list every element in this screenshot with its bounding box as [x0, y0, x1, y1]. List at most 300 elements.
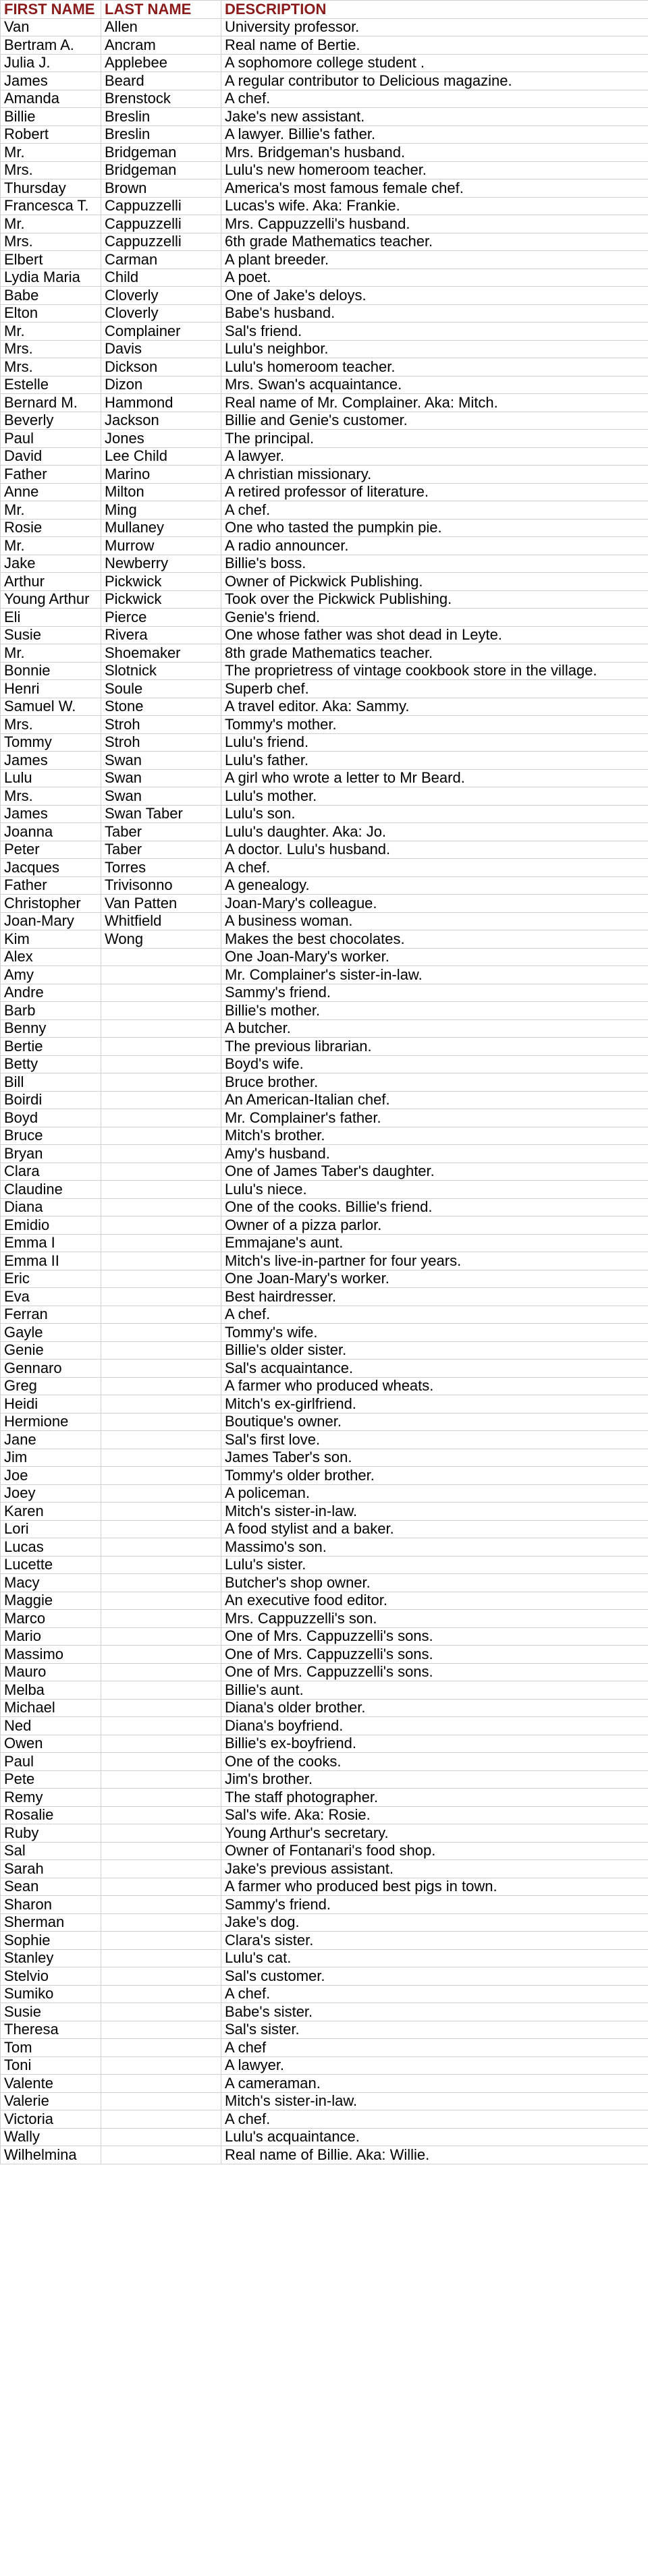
description-cell: Boyd's wife.	[221, 1055, 648, 1073]
description-cell: The proprietress of vintage cookbook store in the village.	[221, 662, 648, 680]
description-cell: Mrs. Swan's acquaintance.	[221, 376, 648, 394]
first-name-cell: Lucette	[1, 1556, 101, 1574]
description-cell: An American-Italian chef.	[221, 1091, 648, 1109]
description-cell: Babe's husband.	[221, 304, 648, 323]
description-cell: The previous librarian.	[221, 1038, 648, 1056]
last-name-cell	[101, 1127, 221, 1145]
last-name-cell	[101, 1824, 221, 1843]
last-name-cell	[101, 1592, 221, 1610]
last-name-cell: Lee Child	[101, 447, 221, 466]
table-row	[1, 1520, 648, 1538]
last-name-cell	[101, 1538, 221, 1557]
table-row	[1, 644, 648, 663]
first-name-cell: Julia J.	[1, 54, 101, 72]
first-name-cell: David	[1, 447, 101, 466]
last-name-cell: Cloverly	[101, 304, 221, 323]
first-name-cell: Amy	[1, 966, 101, 984]
table-row	[1, 233, 648, 251]
description-cell: One Joan-Mary's worker.	[221, 1270, 648, 1288]
table-row	[1, 1967, 648, 1986]
last-name-cell	[101, 1503, 221, 1521]
table-row	[1, 18, 648, 36]
description-cell: One of the cooks. Billie's friend.	[221, 1198, 648, 1216]
last-name-cell: Cappuzzelli	[101, 215, 221, 233]
description-cell: Sal's friend.	[221, 323, 648, 341]
description-cell: Sal's acquaintance.	[221, 1360, 648, 1378]
last-name-cell: Milton	[101, 483, 221, 501]
table-row	[1, 662, 648, 680]
table-row	[1, 466, 648, 484]
last-name-cell	[101, 948, 221, 966]
table-row	[1, 1556, 648, 1574]
description-cell: A doctor. Lulu's husband.	[221, 841, 648, 859]
description-cell: Mitch's sister-in-law.	[221, 2092, 648, 2110]
description-cell: A lawyer.	[221, 2056, 648, 2075]
first-name-cell: Hermione	[1, 1413, 101, 1431]
description-cell: Sal's sister.	[221, 2021, 648, 2039]
description-cell: Mitch's sister-in-law.	[221, 1503, 648, 1521]
first-name-cell: Ned	[1, 1717, 101, 1735]
last-name-cell: Brown	[101, 179, 221, 198]
table-row	[1, 1627, 648, 1646]
last-name-cell: Ancram	[101, 36, 221, 55]
header-row	[1, 1, 648, 19]
last-name-cell: Cappuzzelli	[101, 197, 221, 215]
table-row	[1, 1449, 648, 1467]
first-name-cell: Anne	[1, 483, 101, 501]
first-name-cell: Macy	[1, 1574, 101, 1592]
first-name-cell: Bernard M.	[1, 394, 101, 412]
last-name-cell: Davis	[101, 340, 221, 358]
first-name-cell: Wally	[1, 2128, 101, 2146]
last-name-cell	[101, 1699, 221, 1717]
last-name-cell	[101, 1163, 221, 1181]
first-name-cell: Lucas	[1, 1538, 101, 1557]
first-name-cell: Mr.	[1, 215, 101, 233]
description-cell: One of Mrs. Cappuzzelli's sons.	[221, 1663, 648, 1681]
table-row	[1, 1377, 648, 1395]
table-row	[1, 626, 648, 644]
description-cell: Mrs. Cappuzzelli's son.	[221, 1610, 648, 1628]
table-row	[1, 2039, 648, 2057]
last-name-cell	[101, 1467, 221, 1485]
last-name-cell	[101, 1002, 221, 1020]
first-name-cell: Mr.	[1, 501, 101, 520]
description-cell: The staff photographer.	[221, 1789, 648, 1807]
table-row	[1, 1306, 648, 1324]
description-cell: One of the cooks.	[221, 1753, 648, 1771]
description-cell: An executive food editor.	[221, 1592, 648, 1610]
first-name-cell: Bonnie	[1, 662, 101, 680]
description-cell: Billie's boss.	[221, 555, 648, 573]
first-name-cell: Michael	[1, 1699, 101, 1717]
last-name-cell: Slotnick	[101, 662, 221, 680]
last-name-cell	[101, 1627, 221, 1646]
last-name-cell	[101, 966, 221, 984]
description-cell: Tommy's mother.	[221, 716, 648, 734]
first-name-cell: Mrs.	[1, 716, 101, 734]
first-name-cell: Jim	[1, 1449, 101, 1467]
table-row	[1, 394, 648, 412]
first-name-cell: Bryan	[1, 1145, 101, 1163]
description-cell: One Joan-Mary's worker.	[221, 948, 648, 966]
table-row	[1, 36, 648, 55]
description-cell: Lulu's neighbor.	[221, 340, 648, 358]
description-cell: Mrs. Bridgeman's husband.	[221, 144, 648, 162]
last-name-cell	[101, 1038, 221, 1056]
last-name-cell	[101, 2021, 221, 2039]
first-name-cell: Maggie	[1, 1592, 101, 1610]
table-row	[1, 2110, 648, 2129]
table-row	[1, 1592, 648, 1610]
description-cell: One whose father was shot dead in Leyte.	[221, 626, 648, 644]
table-row	[1, 1431, 648, 1449]
first-name-cell: Bertie	[1, 1038, 101, 1056]
table-row	[1, 1091, 648, 1109]
table-row	[1, 733, 648, 752]
first-name-cell: Joey	[1, 1484, 101, 1503]
description-cell: Jake's previous assistant.	[221, 1860, 648, 1878]
last-name-cell	[101, 1556, 221, 1574]
last-name-cell: Marino	[101, 466, 221, 484]
last-name-cell	[101, 1574, 221, 1592]
last-name-cell	[101, 1610, 221, 1628]
last-name-cell	[101, 1145, 221, 1163]
first-name-cell: Sumiko	[1, 1985, 101, 2003]
description-cell: A poet.	[221, 269, 648, 287]
last-name-cell	[101, 1360, 221, 1378]
last-name-cell	[101, 1431, 221, 1449]
first-name-cell: Beverly	[1, 412, 101, 430]
last-name-cell: Jones	[101, 430, 221, 448]
first-name-cell: Gennaro	[1, 1360, 101, 1378]
last-name-cell	[101, 1806, 221, 1824]
table-row	[1, 823, 648, 841]
last-name-cell: Rivera	[101, 626, 221, 644]
last-name-cell: Bridgeman	[101, 161, 221, 179]
description-cell: America's most famous female chef.	[221, 179, 648, 198]
last-name-cell	[101, 1019, 221, 1038]
description-cell: James Taber's son.	[221, 1449, 648, 1467]
last-name-cell	[101, 1878, 221, 1896]
description-cell: A food stylist and a baker.	[221, 1520, 648, 1538]
description-cell: Mitch's brother.	[221, 1127, 648, 1145]
description-cell: One of Mrs. Cappuzzelli's sons.	[221, 1627, 648, 1646]
last-name-cell	[101, 1270, 221, 1288]
first-name-cell: Rosie	[1, 519, 101, 537]
description-cell: A chef.	[221, 1306, 648, 1324]
table-row	[1, 1073, 648, 1092]
first-name-cell: Valente	[1, 2075, 101, 2093]
last-name-cell: Taber	[101, 823, 221, 841]
table-row	[1, 1055, 648, 1073]
last-name-cell: Trivisonno	[101, 876, 221, 895]
table-row	[1, 859, 648, 877]
table-row	[1, 841, 648, 859]
table-row	[1, 1860, 648, 1878]
table-row	[1, 1163, 648, 1181]
table-row	[1, 323, 648, 341]
table-row	[1, 1288, 648, 1306]
description-cell: One of Jake's deloys.	[221, 287, 648, 305]
table-row	[1, 1127, 648, 1145]
first-name-cell: Stanley	[1, 1949, 101, 1967]
description-cell: Best hairdresser.	[221, 1288, 648, 1306]
last-name-cell: Dizon	[101, 376, 221, 394]
first-name-cell: Bill	[1, 1073, 101, 1092]
table-row	[1, 340, 648, 358]
table-row	[1, 1932, 648, 1950]
table-row	[1, 769, 648, 787]
last-name-cell: Child	[101, 269, 221, 287]
description-cell: Lulu's mother.	[221, 787, 648, 806]
last-name-cell	[101, 1306, 221, 1324]
description-cell: Billie's older sister.	[221, 1341, 648, 1360]
description-cell: Jim's brother.	[221, 1770, 648, 1789]
description-cell: A plant breeder.	[221, 251, 648, 269]
description-cell: A lawyer. Billie's father.	[221, 125, 648, 144]
description-cell: Amy's husband.	[221, 1145, 648, 1163]
last-name-cell	[101, 1913, 221, 1932]
first-name-cell: Eric	[1, 1270, 101, 1288]
table-row	[1, 1806, 648, 1824]
table-row	[1, 1770, 648, 1789]
table-row	[1, 125, 648, 144]
table-row	[1, 376, 648, 394]
first-name-cell: Susie	[1, 2003, 101, 2021]
last-name-cell	[101, 2146, 221, 2164]
last-name-cell	[101, 1663, 221, 1681]
description-cell: A chef.	[221, 859, 648, 877]
first-name-cell: Stelvio	[1, 1967, 101, 1986]
last-name-cell	[101, 1842, 221, 1860]
description-cell: Sammy's friend.	[221, 1896, 648, 1914]
first-name-cell: Mr.	[1, 537, 101, 555]
last-name-cell: Cappuzzelli	[101, 233, 221, 251]
last-name-cell	[101, 1646, 221, 1664]
first-name-cell: Lydia Maria	[1, 269, 101, 287]
last-name-cell	[101, 2056, 221, 2075]
first-name-cell: Sophie	[1, 1932, 101, 1950]
table-row	[1, 1395, 648, 1413]
table-row	[1, 1270, 648, 1288]
last-name-cell: Hammond	[101, 394, 221, 412]
description-cell: Sal's first love.	[221, 1431, 648, 1449]
description-cell: A chef.	[221, 90, 648, 108]
first-name-cell: Tommy	[1, 733, 101, 752]
last-name-cell	[101, 1860, 221, 1878]
first-name-cell: Bertram A.	[1, 36, 101, 55]
table-row	[1, 72, 648, 90]
first-name-cell: Paul	[1, 1753, 101, 1771]
description-cell: 8th grade Mathematics teacher.	[221, 644, 648, 663]
first-name-cell: Barb	[1, 1002, 101, 1020]
first-name-cell: Betty	[1, 1055, 101, 1073]
table-row	[1, 590, 648, 609]
last-name-cell: Swan	[101, 787, 221, 806]
first-name-cell: Heidi	[1, 1395, 101, 1413]
last-name-cell: Brenstock	[101, 90, 221, 108]
table-row	[1, 1324, 648, 1342]
first-name-cell: Pete	[1, 1770, 101, 1789]
description-cell: Boutique's owner.	[221, 1413, 648, 1431]
table-row	[1, 948, 648, 966]
description-cell: Babe's sister.	[221, 2003, 648, 2021]
last-name-cell	[101, 1735, 221, 1753]
first-name-cell: Lulu	[1, 769, 101, 787]
last-name-cell: Mullaney	[101, 519, 221, 537]
table-row	[1, 1574, 648, 1592]
first-name-cell: Christopher	[1, 895, 101, 913]
header-description: DESCRIPTION	[221, 1, 648, 19]
table-row	[1, 430, 648, 448]
last-name-cell: Swan	[101, 769, 221, 787]
first-name-cell: Sean	[1, 1878, 101, 1896]
last-name-cell	[101, 1181, 221, 1199]
description-cell: Real name of Bertie.	[221, 36, 648, 55]
table-row	[1, 447, 648, 466]
table-row	[1, 1038, 648, 1056]
last-name-cell	[101, 1198, 221, 1216]
first-name-cell: Robert	[1, 125, 101, 144]
table-row	[1, 787, 648, 806]
first-name-cell: Jake	[1, 555, 101, 573]
last-name-cell	[101, 1949, 221, 1967]
table-row	[1, 1234, 648, 1252]
table-row	[1, 1181, 648, 1199]
description-cell: Owner of Pickwick Publishing.	[221, 573, 648, 591]
description-cell: A chef	[221, 2039, 648, 2057]
description-cell: Jake's new assistant.	[221, 108, 648, 126]
last-name-cell: Dickson	[101, 358, 221, 376]
table-row	[1, 1413, 648, 1431]
first-name-cell: Boyd	[1, 1109, 101, 1127]
first-name-cell: James	[1, 805, 101, 823]
last-name-cell	[101, 2003, 221, 2021]
description-cell: Massimo's son.	[221, 1538, 648, 1557]
last-name-cell	[101, 1789, 221, 1807]
table-row	[1, 358, 648, 376]
table-row	[1, 609, 648, 627]
first-name-cell: Karen	[1, 1503, 101, 1521]
first-name-cell: Henri	[1, 680, 101, 698]
description-cell: University professor.	[221, 18, 648, 36]
first-name-cell: James	[1, 752, 101, 770]
table-row	[1, 1842, 648, 1860]
description-cell: A regular contributor to Delicious magazine.	[221, 72, 648, 90]
first-name-cell: Eli	[1, 609, 101, 627]
last-name-cell	[101, 1449, 221, 1467]
last-name-cell	[101, 2039, 221, 2057]
description-cell: 6th grade Mathematics teacher.	[221, 233, 648, 251]
last-name-cell	[101, 1932, 221, 1950]
description-cell: Mitch's live-in-partner for four years.	[221, 1252, 648, 1270]
first-name-cell: Sal	[1, 1842, 101, 1860]
last-name-cell: Allen	[101, 18, 221, 36]
description-cell: Sal's wife. Aka: Rosie.	[221, 1806, 648, 1824]
last-name-cell	[101, 2110, 221, 2129]
last-name-cell	[101, 1216, 221, 1235]
first-name-cell: Mauro	[1, 1663, 101, 1681]
description-cell: Owner of Fontanari's food shop.	[221, 1842, 648, 1860]
last-name-cell	[101, 2092, 221, 2110]
description-cell: Real name of Mr. Complainer. Aka: Mitch.	[221, 394, 648, 412]
table-row	[1, 716, 648, 734]
first-name-cell: Kim	[1, 930, 101, 949]
first-name-cell: Mario	[1, 1627, 101, 1646]
description-cell: Genie's friend.	[221, 609, 648, 627]
table-row	[1, 680, 648, 698]
first-name-cell: Diana	[1, 1198, 101, 1216]
first-name-cell: Mr.	[1, 323, 101, 341]
table-row	[1, 698, 648, 716]
description-cell: Butcher's shop owner.	[221, 1574, 648, 1592]
first-name-cell: Bruce	[1, 1127, 101, 1145]
first-name-cell: Genie	[1, 1341, 101, 1360]
table-body	[1, 18, 648, 2164]
table-row	[1, 1985, 648, 2003]
description-cell: One of James Taber's daughter.	[221, 1163, 648, 1181]
first-name-cell: Greg	[1, 1377, 101, 1395]
last-name-cell	[101, 1985, 221, 2003]
first-name-cell: Theresa	[1, 2021, 101, 2039]
last-name-cell: Breslin	[101, 125, 221, 144]
table-row	[1, 573, 648, 591]
description-cell: A girl who wrote a letter to Mr Beard.	[221, 769, 648, 787]
table-row	[1, 251, 648, 269]
table-row	[1, 1753, 648, 1771]
description-cell: Superb chef.	[221, 680, 648, 698]
description-cell: Lulu's new homeroom teacher.	[221, 161, 648, 179]
description-cell: Sal's customer.	[221, 1967, 648, 1986]
table-row	[1, 1735, 648, 1753]
description-cell: Diana's older brother.	[221, 1699, 648, 1717]
last-name-cell: Shoemaker	[101, 644, 221, 663]
description-cell: A radio announcer.	[221, 537, 648, 555]
first-name-cell: Samuel W.	[1, 698, 101, 716]
table-row	[1, 1538, 648, 1557]
description-cell: A farmer who produced best pigs in town.	[221, 1878, 648, 1896]
last-name-cell: Jackson	[101, 412, 221, 430]
table-row	[1, 1484, 648, 1503]
first-name-cell: Mrs.	[1, 161, 101, 179]
table-row	[1, 805, 648, 823]
description-cell: A farmer who produced wheats.	[221, 1377, 648, 1395]
first-name-cell: Massimo	[1, 1646, 101, 1664]
description-cell: Mrs. Cappuzzelli's husband.	[221, 215, 648, 233]
header-first-name: FIRST NAME	[1, 1, 101, 19]
last-name-cell: Pierce	[101, 609, 221, 627]
last-name-cell	[101, 1413, 221, 1431]
first-name-cell: Clara	[1, 1163, 101, 1181]
table-row	[1, 412, 648, 430]
first-name-cell: Sherman	[1, 1913, 101, 1932]
description-cell: A sophomore college student .	[221, 54, 648, 72]
first-name-cell: Benny	[1, 1019, 101, 1038]
description-cell: One of Mrs. Cappuzzelli's sons.	[221, 1646, 648, 1664]
last-name-cell: Wong	[101, 930, 221, 949]
table-row	[1, 1467, 648, 1485]
last-name-cell	[101, 1109, 221, 1127]
first-name-cell: Emma II	[1, 1252, 101, 1270]
last-name-cell: Whitfield	[101, 912, 221, 930]
description-cell: Sammy's friend.	[221, 984, 648, 1002]
description-cell: Emmajane's aunt.	[221, 1234, 648, 1252]
last-name-cell	[101, 984, 221, 1002]
table-row	[1, 2003, 648, 2021]
last-name-cell: Stroh	[101, 733, 221, 752]
table-row	[1, 984, 648, 1002]
